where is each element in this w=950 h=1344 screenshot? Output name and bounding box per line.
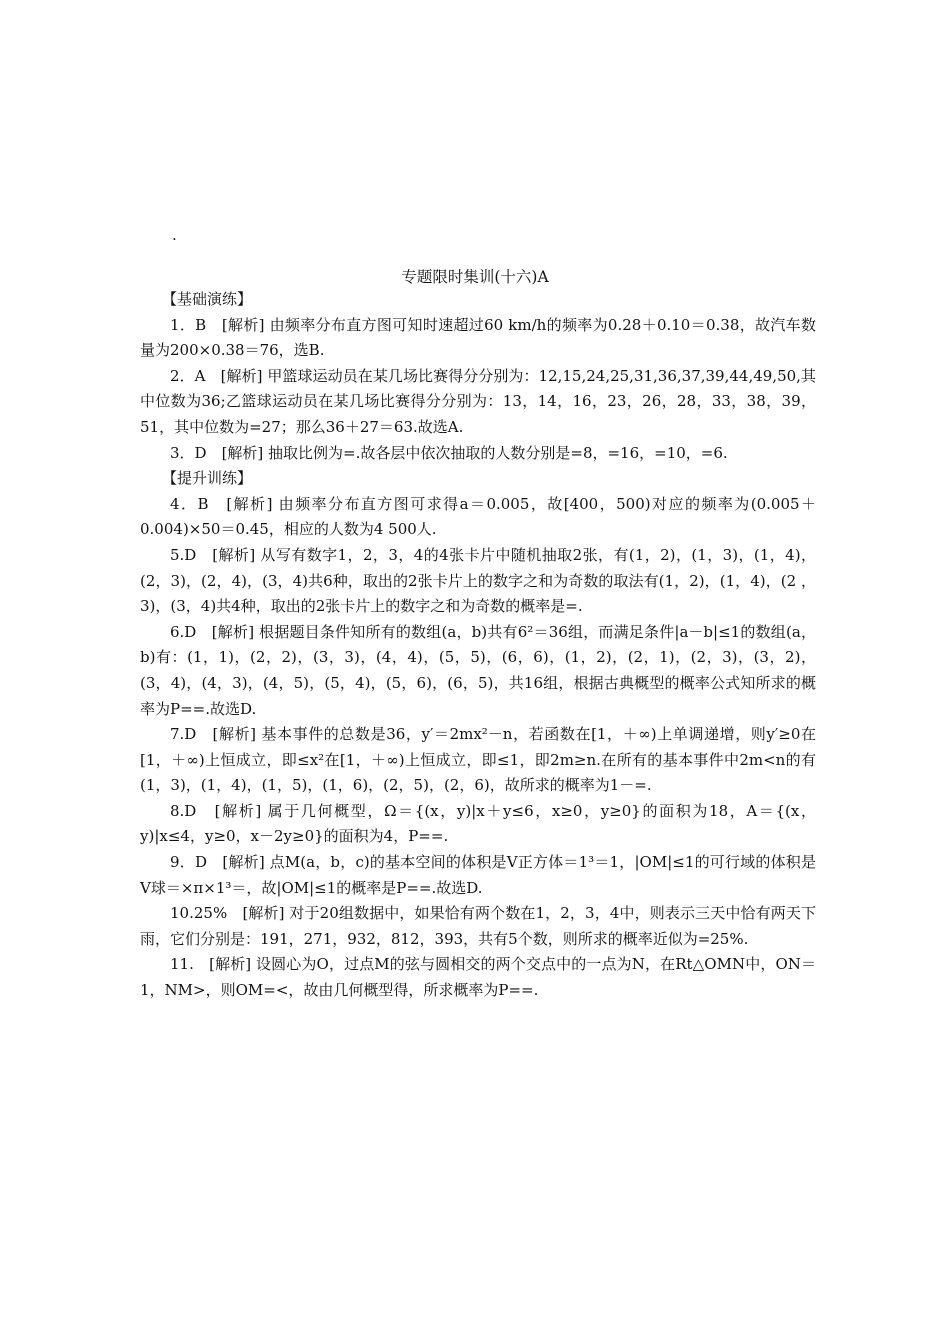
answer-7: 7.D [解析] 基本事件的总数是36，y′＝2mx²－n，若函数在[1，＋∞)上单调递增，则y′≥0在[1，＋∞)上恒成立，即≤x²在[1，＋∞)上恒成立，即≤1，即2m≥n.在所有的基本事件中2m<n的有(1，3)，(1，4)，(1，5)，(1，6)，(2，5)，(2，6)，故所求的概率为1－=.	[140, 725, 816, 795]
answer-3: 3．D [解析] 抽取比例为=.故各层中依次抽取的人数分别是=8，=16，=10，=6.	[170, 443, 728, 462]
answer-10: 10.25% [解析] 对于20组数据中，如果恰有两个数在1，2，3，4中，则表示三天中恰有两天下雨，它们分别是：191，271，932，812，393，共有5个数，则所求的概率近似为=25%.	[140, 904, 816, 948]
answer-11: 11. [解析] 设圆心为O，过点M的弦与圆相交的两个交点中的一点为N，在Rt△OMN中，ON＝1，NM>，则OM=<，故由几何概型得，所求概率为P==.	[140, 955, 816, 1000]
answer-2: 2．A [解析] 甲篮球运动员在某几场比赛得分分别为：12,15,24,25,31,36,37,39,44,49,50,其中位数为36;乙篮球运动员在某几场比赛得分分别为：13，14，16，23，26，28，33，38，39，51，其中位数为=27；那么36＋27＝63.故选A.	[140, 366, 816, 436]
answer-1: 1．B [解析] 由频率分布直方图可知时速超过60 km/h的频率为0.28＋0.10＝0.38，故汽车数量为200×0.38＝76，选B.	[140, 315, 816, 360]
header-dot: .	[172, 226, 177, 244]
answer-8: 8.D [解析] 属于几何概型，Ω＝{(x，y)|x＋y≤6，x≥0，y≥0}的面积为18，A＝{(x，y)|x≤4，y≥0，x－2y≥0}的面积为4，P==.	[140, 801, 816, 846]
answer-5: 5.D [解析] 从写有数字1，2，3，4的4张卡片中随机抽取2张，有(1，2)，(1，3)，(1，4)，(2，3)，(2，4)，(3，4)共6种，取出的2张卡片上的数字之和为奇数的取法有(1，2)，(1，4)，(2 ，3)，(3，4)共4种，取出的2张卡片上的数字之和为奇数的概率是=.	[140, 545, 816, 616]
section-advanced-heading: 【提升训练】	[162, 469, 253, 488]
section-basic-heading: 【基础演练】	[162, 290, 253, 308]
answer-6: 6.D [解析] 根据题目条件知所有的数组(a，b)共有6²＝36组，而满足条件|a－b|≤1的数组(a，b)有：(1，1)，(2，2)，(3，3)，(4，4)，(5，5)，(6，6)，(1，2)，(2，1)，(2，3)，(3，2)，(3，4)，(4，3)，(4，5)，(5，4)，(5，6)，(6，5)，共16组，根据古典概型的概率公式知所求的概率为P==.故选D.	[140, 622, 816, 718]
answer-4: 4．B [解析] 由频率分布直方图可求得a＝0.005，故[400，500)对应的频率为(0.005＋0.004)×50＝0.45，相应的人数为4 500人.	[140, 494, 816, 539]
answer-content	[140, 287, 816, 1004]
page-title: 专题限时集训(十六)A	[401, 268, 549, 286]
answer-9: 9．D [解析] 点M(a，b，c)的基本空间的体积是V正方体＝1³＝1，|OM|≤1的可行域的体积是V球＝×π×1³＝，故|OM|≤1的概率是P==.故选D.	[140, 853, 816, 897]
